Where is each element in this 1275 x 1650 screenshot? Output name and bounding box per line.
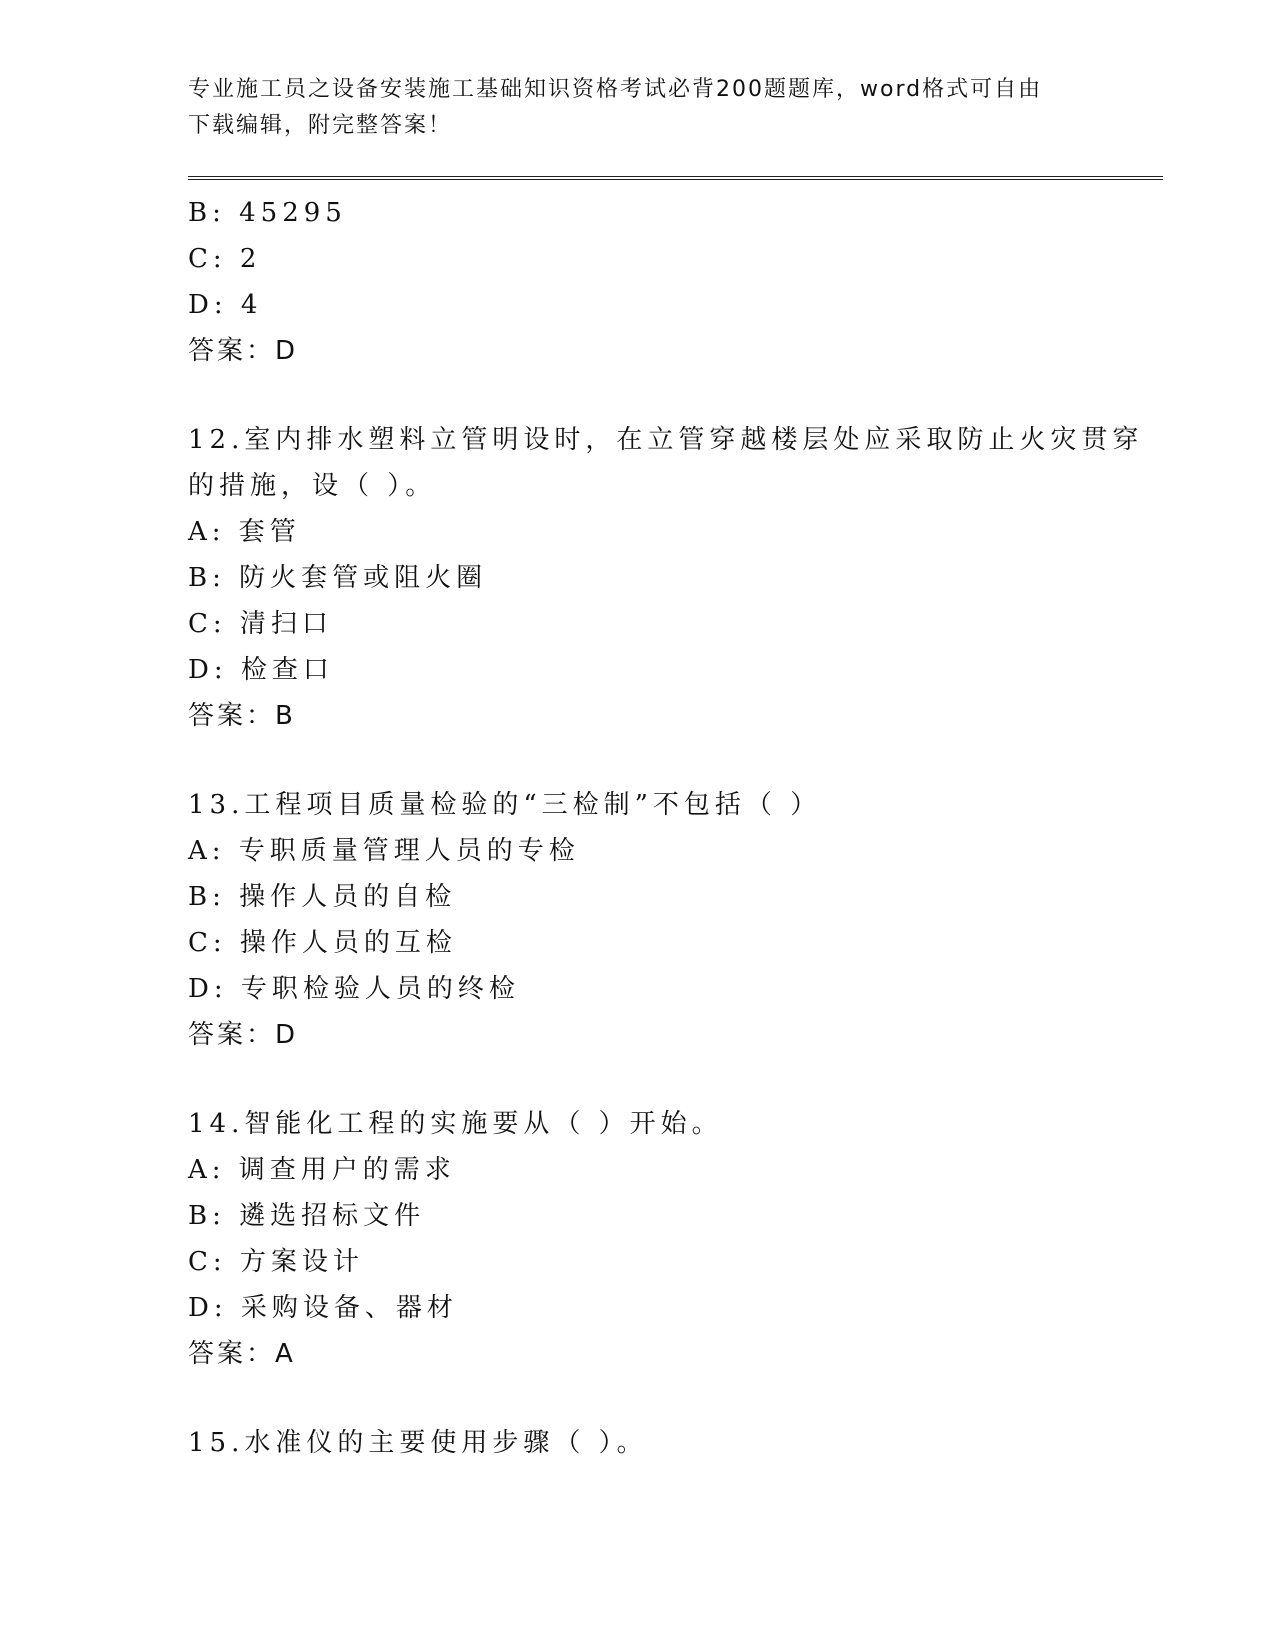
answer: 答案：B bbox=[188, 701, 296, 731]
header-line-1: 专业施工员之设备安装施工基础知识资格考试必背200题题库，word格式可自由 bbox=[188, 77, 1043, 102]
option-a: A: 专职质量管理人员的专检 bbox=[188, 836, 580, 866]
spacer bbox=[188, 374, 1088, 417]
spacer bbox=[188, 1377, 1088, 1420]
document-header bbox=[188, 72, 1088, 144]
question-stem: 13.工程项目质量检验的“三检制”不包括（ ） bbox=[188, 790, 822, 820]
option-d: D: 专职检验人员的终检 bbox=[188, 974, 520, 1004]
option-d: D: 采购设备、器材 bbox=[188, 1293, 458, 1323]
answer: 答案：D bbox=[188, 336, 299, 366]
question-14 bbox=[188, 1101, 1088, 1377]
spacer bbox=[188, 1058, 1088, 1101]
option-b: B: 操作人员的自检 bbox=[188, 882, 457, 912]
question-list bbox=[188, 190, 1144, 1466]
option-c: C: 方案设计 bbox=[188, 1247, 364, 1277]
question-stem-line-1: 12.室内排水塑料立管明设时，在立管穿越楼层处应采取防止火灾贯穿 bbox=[188, 425, 1144, 455]
option-c: C: 2 bbox=[188, 244, 262, 274]
option-c: C: 清扫口 bbox=[188, 609, 333, 639]
question-12 bbox=[188, 417, 1144, 739]
question-15 bbox=[188, 1420, 1088, 1466]
question-stem: 15.水准仪的主要使用步骤（ ）。 bbox=[188, 1428, 648, 1458]
question-11 bbox=[188, 190, 1088, 374]
option-a: A: 调查用户的需求 bbox=[188, 1155, 456, 1185]
option-b: B: 防火套管或阻火圈 bbox=[188, 563, 488, 593]
answer: 答案：A bbox=[188, 1339, 296, 1369]
header-line-2: 下载编辑，附完整答案！ bbox=[188, 113, 453, 138]
option-b: B: 遴选招标文件 bbox=[188, 1201, 426, 1231]
option-c: C: 操作人员的互检 bbox=[188, 928, 457, 958]
spacer bbox=[188, 739, 1088, 782]
question-stem-line-2: 的措施，设（ ）。 bbox=[188, 471, 437, 501]
option-b: B: 45295 bbox=[188, 198, 347, 228]
option-a: A: 套管 bbox=[188, 517, 301, 547]
header-divider bbox=[188, 176, 1163, 180]
question-13 bbox=[188, 782, 1088, 1058]
question-stem: 14.智能化工程的实施要从（ ）开始。 bbox=[188, 1109, 723, 1139]
option-d: D: 4 bbox=[188, 290, 263, 320]
option-d: D: 检查口 bbox=[188, 655, 334, 685]
answer: 答案：D bbox=[188, 1020, 299, 1050]
